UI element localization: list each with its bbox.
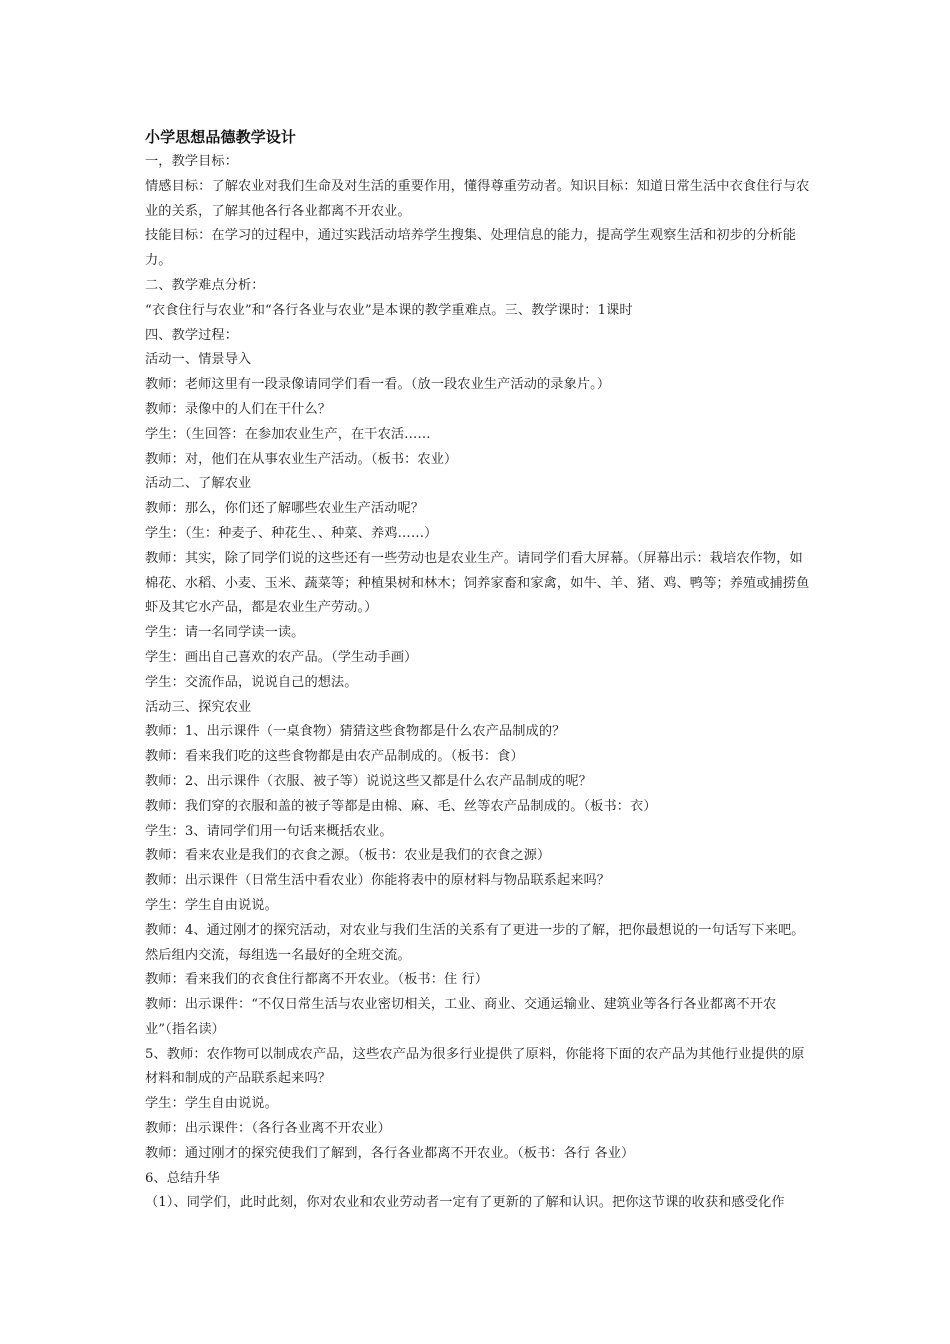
paragraph: 教师：出示课件：（各行各业离不开农业） xyxy=(145,1121,391,1137)
paragraph: 活动三、探究农业 xyxy=(145,699,252,715)
document-title: 小学思想品德教学设计 xyxy=(145,128,297,146)
paragraph: 学生：画出自己喜欢的农产品。（学生动手画） xyxy=(145,649,418,665)
paragraph: 学生：请一名同学读一读。 xyxy=(145,625,305,641)
paragraph: 教师：看来农业是我们的衣食之源。（板书：农业是我们的衣食之源） xyxy=(145,848,551,864)
paragraph: 教师：出示课件：“不仅日常生活与农业密切相关，工业、商业、交通运输业、建筑业等各行各业都离不开农业”（指名读） xyxy=(145,997,777,1037)
paragraph: 5、教师：农作物可以制成农产品，这些农产品为很多行业提供了原料，你能将下面的农产品为其他行业提供的原材料和制成的产品联系起来吗？ xyxy=(145,1046,805,1087)
paragraph: 学生：（生：种麦子、种花生、、种菜、养鸡……） xyxy=(145,525,438,541)
paragraph: 教师：2、出示课件（衣服、被子等）说说这些又都是什么农产品制成的呢？ xyxy=(145,773,592,789)
paragraph: 学生：学生自由说说。 xyxy=(145,897,278,913)
paragraph: 活动二、了解农业 xyxy=(145,476,252,492)
paragraph: 四、教学过程： xyxy=(145,327,239,343)
paragraph: 学生：交流作品，说说自己的想法。 xyxy=(145,674,358,690)
paragraph: 教师：出示课件（日常生活中看农业）你能将表中的原材料与物品联系起来吗？ xyxy=(145,873,611,889)
paragraph: 活动一、情景导入 xyxy=(145,352,252,368)
paragraph: “衣食住行与农业”和“各行各业与农业”是本课的教学重难点。三、教学课时：1课时 xyxy=(145,302,633,318)
paragraph: 学生：（生回答：在参加农业生产，在干农活…… xyxy=(145,426,431,442)
paragraph: 教师：老师这里有一段录像请同学们看一看。（放一段农业生产活动的录象片。） xyxy=(145,377,611,393)
paragraph: 6、总结升华 xyxy=(145,1170,220,1186)
paragraph: 学生：学生自由说说。 xyxy=(145,1096,278,1112)
paragraph: 二、教学难点分析： xyxy=(145,277,265,293)
paragraph: 教师：看来我们吃的这些食物都是由农产品制成的。（板书：食） xyxy=(145,749,524,765)
paragraph: 情感目标：了解农业对我们生命及对生活的重要作用，懂得尊重劳动者。知识目标：知道日常生活中衣食住行与农业的关系，了解其他各行各业都离不开农业。 xyxy=(145,178,810,219)
paragraph: 教师：我们穿的衣服和盖的被子等都是由棉、麻、毛、丝等农产品制成的。（板书：衣） xyxy=(145,798,657,814)
paragraph: 教师：对，他们在从事农业生产活动。（板书：农业） xyxy=(145,451,458,467)
paragraph: （1）、同学们，此时此刻，你对农业和农业劳动者一定有了更新的了解和认识。把你这节课的收获和感受化作 xyxy=(145,1195,785,1211)
paragraph: 教师：1、出示课件（一桌食物）猜猜这些食物都是什么农产品制成的？ xyxy=(145,724,566,740)
paragraph: 教师：其实，除了同学们说的这些还有一些劳动也是农业生产。请同学们看大屏幕。（屏幕出示：栽培农作物，如棉花、水稻、小麦、玉米、蔬菜等；种植果树和林木；饲养家畜和家禽，如牛、羊、猪、鸡、鸭等；养殖或捕捞鱼虾及其它水产品，都是农业生产劳动。） xyxy=(145,550,810,616)
paragraph: 教师：通过刚才的探究使我们了解到，各行各业都离不开农业。（板书：各行 各业） xyxy=(145,1145,635,1161)
paragraph: 教师：录像中的人们在干什么？ xyxy=(145,401,332,417)
paragraph: 教师：那么，你们还了解哪些农业生产活动呢？ xyxy=(145,501,425,517)
paragraph: 教师：4、通过刚才的探究活动，对农业与我们生活的关系有了更进一步的了解，把你最想说的一句话写下来吧。然后组内交流，每组选一名最好的全班交流。 xyxy=(145,922,805,963)
paragraph: 技能目标：在学习的过程中，通过实践活动培养学生搜集、处理信息的能力，提高学生观察生活和初步的分析能力。 xyxy=(145,228,797,269)
paragraph: 一，教学目标： xyxy=(145,154,239,169)
paragraph: 学生：3、请同学们用一句话来概括农业。 xyxy=(145,823,393,839)
paragraph: 教师：看来我们的衣食住行都离不开农业。（板书：住 行） xyxy=(145,972,489,988)
document-body xyxy=(145,124,810,1216)
